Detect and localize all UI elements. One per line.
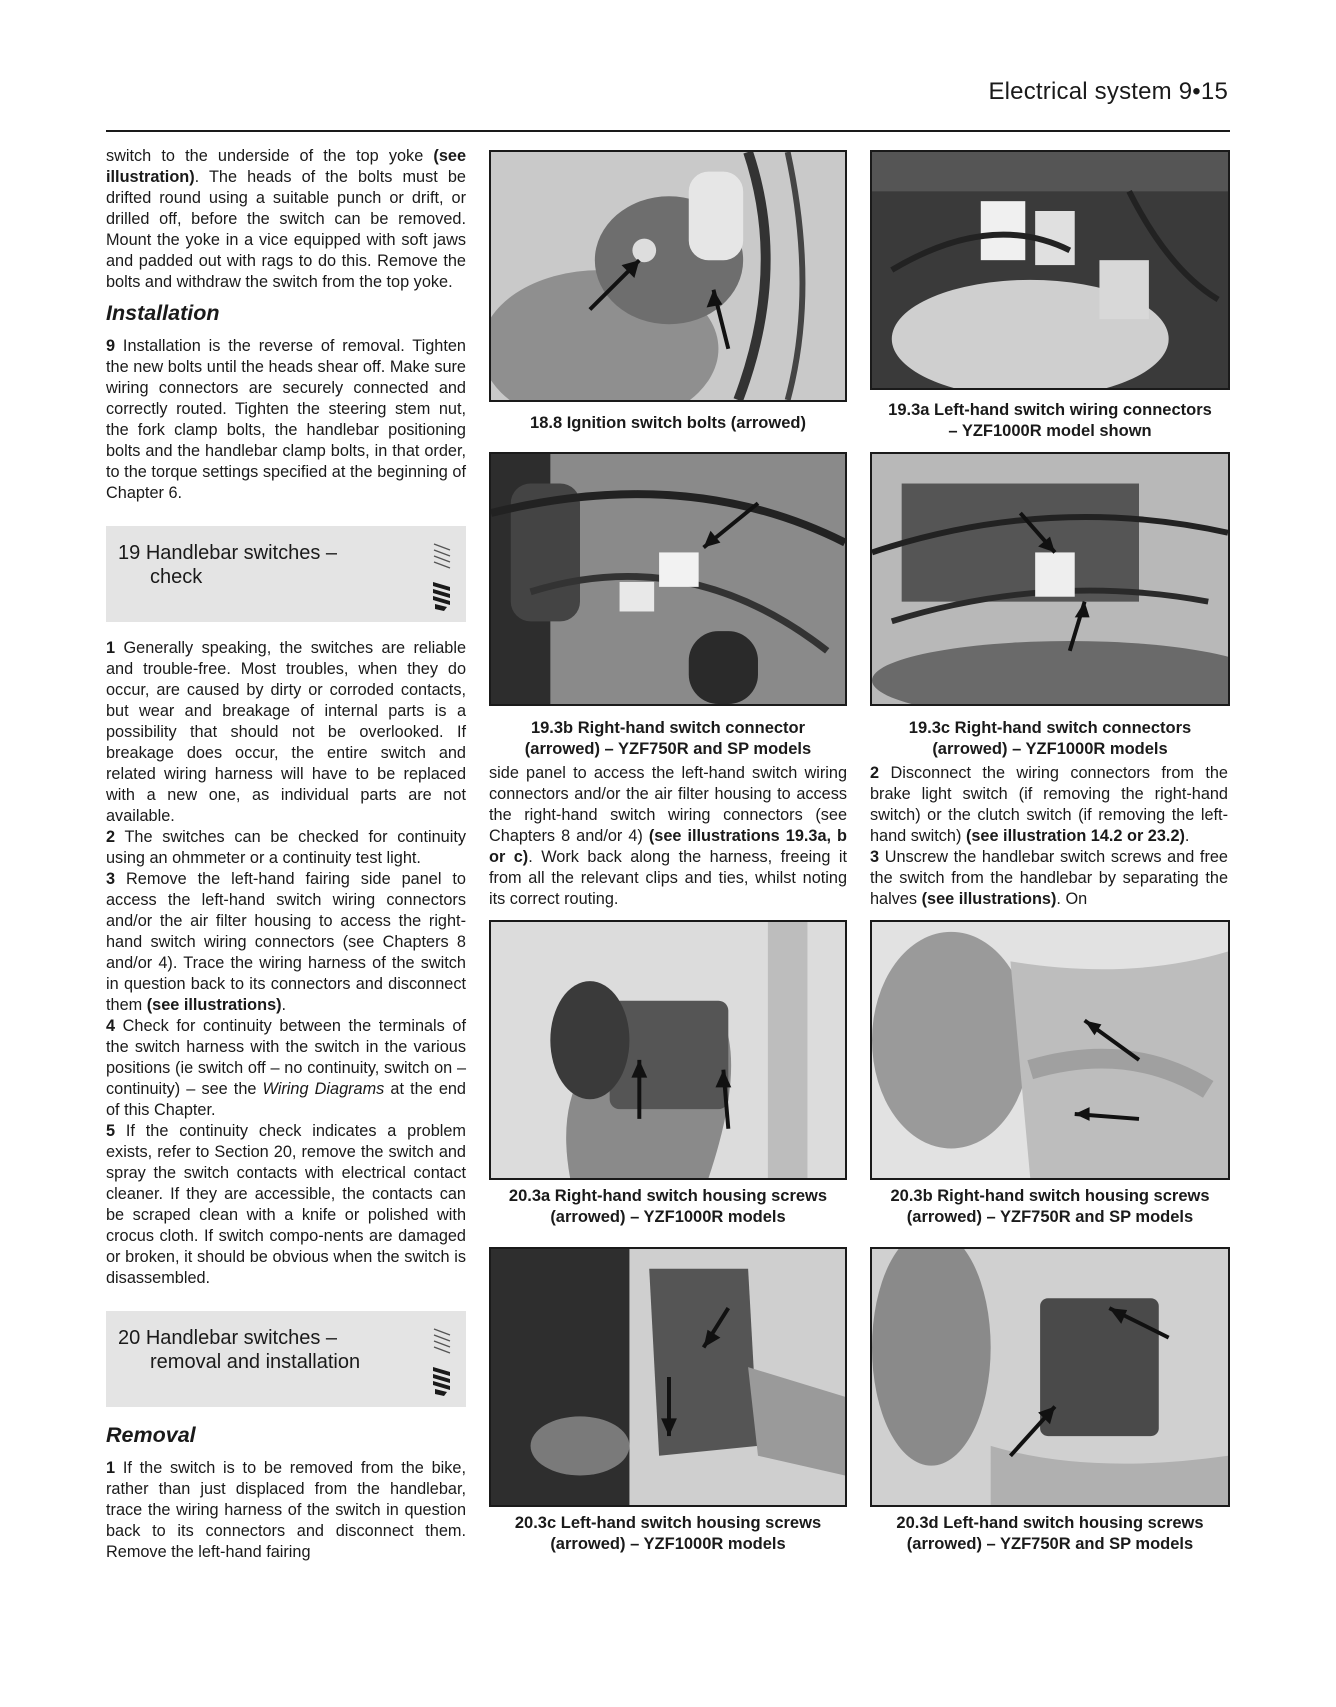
caption-20-3d-line1: 20.3d Left-hand switch housing screws (896, 1514, 1204, 1532)
caption-19-3b-line2: (arrowed) – YZF750R and SP models (524, 740, 812, 758)
caption-20-3a (489, 1186, 847, 1228)
paragraph-19-1: 1 Generally speaking, the switches are reliable and trouble-free. Most troubles, when they do occur, are caused by dirty or corroded contacts, but wear and breakage of internal parts is a possibility that should not be overlooked. If breakage does occur, the entire switch and related wiring harness will have to be replaced with a new one, as individual parts are not available. (106, 639, 466, 825)
middle-paragraph: side panel to access the left-hand switch wiring connectors and/or the air filter housing to access the right-hand switch wiring connectors (see Chapters 8 and/or 4) (see illustrations 19.3a, b or c). Work back along the harness, freeing it from all the relevant clips and ties, whilst noting its correct routing. (489, 764, 847, 908)
photo-19-3b (489, 452, 847, 706)
caption-19-3b-line1: 19.3b Right-hand switch connector (530, 719, 806, 737)
section-20-title: Handlebar switches – (145, 1327, 338, 1349)
caption-20-3c (489, 1513, 847, 1555)
paragraph-9: 9 Installation is the reverse of removal. Tighten the new bolts until the heads shear off. Make sure wiring connectors are securely connected and correctly routed. Tighten the steering stem nut, the fork clamp bolts, the handlebar positioning bolts and the handlebar clamp bolts, in that order, to the torque settings specified at the beginning of Chapter 6. (106, 337, 466, 502)
caption-18-8-text: 18.8 Ignition switch bolts (arrowed) (530, 414, 806, 432)
paragraph-19-2: 2 The switches can be checked for continuity using an ohmmeter or a continuity test light. (106, 828, 466, 867)
section-19-number: 19 (118, 542, 141, 564)
caption-19-3a (870, 400, 1230, 442)
caption-19-3c-line1: 19.3c Right-hand switch connectors (908, 719, 1192, 737)
photo-18-8 (489, 150, 847, 402)
caption-20-3b-line2: (arrowed) – YZF750R and SP models (906, 1208, 1194, 1226)
caption-19-3a-line2: – YZF1000R model shown (948, 422, 1152, 440)
paragraph-20-1: 1 If the switch is to be removed from the bike, rather than just displaced from the handlebar, trace the wiring harness of the switch in question back to its connectors and disconnect them. Remove the left-hand fairing (106, 1459, 466, 1561)
caption-18-8 (489, 413, 847, 434)
installation-heading: Installation (106, 301, 220, 325)
caption-19-3a-line1: 19.3a Left-hand switch wiring connectors (888, 401, 1212, 419)
header-title: Electrical system 9•15 (988, 78, 1228, 105)
left-column (106, 146, 466, 1563)
section-19-subtitle: check (150, 566, 203, 588)
caption-20-3d-line2: (arrowed) – YZF750R and SP models (906, 1535, 1194, 1553)
caption-20-3a-line1: 20.3a Right-hand switch housing screws (508, 1187, 828, 1205)
caption-20-3c-line2: (arrowed) – YZF1000R models (550, 1535, 786, 1553)
caption-20-3a-line2: (arrowed) – YZF1000R models (550, 1208, 786, 1226)
photo-19-3a (870, 150, 1230, 390)
intro-paragraph: switch to the underside of the top yoke (see illustration). The heads of the bolts must be drifted round using a suitable punch or drift, or drilled off, before the switch can be removed. Mount the yoke in a vice equipped with soft jaws and padded out with rags to do this. Remove the bolts and withdraw the switch from the top yoke. (106, 147, 466, 291)
paragraph-19-4: 4 Check for continuity between the terminals of the switch harness with the switch in the various positions (ie switch off – no continuity, switch on – continuity) – see the Wiring Diagrams at the end of this Chapter. (106, 1017, 466, 1119)
section-19-heading (106, 526, 466, 622)
caption-20-3b-line1: 20.3b Right-hand switch housing screws (890, 1187, 1210, 1205)
section-20-number: 20 (118, 1327, 141, 1349)
difficulty-spanner-icon (428, 1323, 456, 1397)
photo-20-3b (870, 920, 1230, 1180)
caption-19-3b (489, 718, 847, 760)
caption-19-3c (870, 718, 1230, 760)
photo-20-3d (870, 1247, 1230, 1507)
right-column-text (870, 763, 1228, 910)
caption-20-3b (870, 1186, 1230, 1228)
section-20-heading (106, 1311, 466, 1407)
photo-20-3c (489, 1247, 847, 1507)
paragraph-20-3: 3 Unscrew the handlebar switch screws and free the switch from the handlebar by separating the halves (see illustrations). On (870, 848, 1228, 908)
caption-20-3c-line1: 20.3c Left-hand switch housing screws (514, 1514, 822, 1532)
difficulty-spanner-icon (428, 538, 456, 612)
removal-heading: Removal (106, 1423, 196, 1447)
photo-19-3c (870, 452, 1230, 706)
paragraph-19-5: 5 If the continuity check indicates a problem exists, refer to Section 20, remove the switch and spray the switch contacts with electrical contact cleaner. If they are accessible, the contacts can be scraped clean with a knife or polished with crocus cloth. If switch compo-nents are damaged or broken, it should be obvious when the switch is disassembled. (106, 1122, 466, 1287)
section-19-body (106, 638, 466, 1289)
caption-19-3c-line2: (arrowed) – YZF1000R models (932, 740, 1168, 758)
paragraph-20-2: 2 Disconnect the wiring connectors from the brake light switch (if removing the right-hand switch) or the clutch switch (if removing the left-hand switch) (see illustration 14.2 or 23.2). (870, 764, 1228, 845)
photo-20-3a (489, 920, 847, 1180)
section-20-subtitle: removal and installation (150, 1351, 361, 1373)
caption-20-3d (870, 1513, 1230, 1555)
paragraph-19-3: 3 Remove the left-hand fairing side panel to access the left-hand switch wiring connectors and/or the air filter housing to access the right-hand switch wiring connectors (see Chapters 8 and/or 4). Trace the wiring harness of the switch in question back to its connectors and disconnect them (see illustrations). (106, 870, 466, 1014)
middle-column-text (489, 763, 847, 910)
section-19-title: Handlebar switches – (145, 542, 338, 564)
page-header (106, 74, 1230, 132)
